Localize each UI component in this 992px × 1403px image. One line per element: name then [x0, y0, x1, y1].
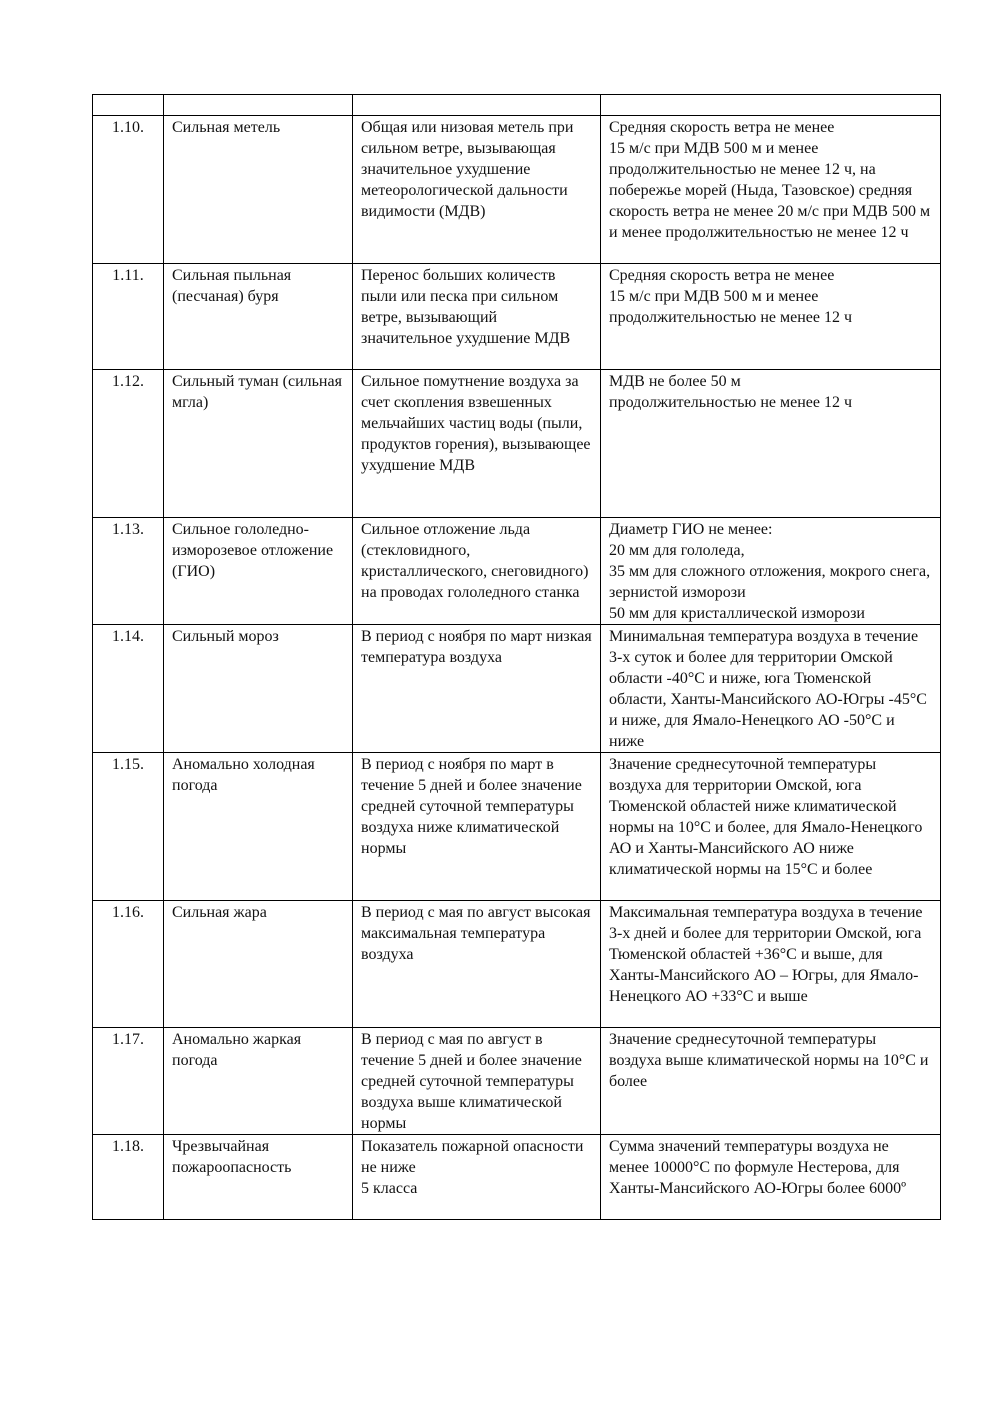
phenomenon-description: В период с мая по август в течение 5 дней и более значение средней суточной температуры воздуха выше климатической нормы	[353, 1028, 601, 1135]
phenomenon-criteria: Минимальная температура воздуха в течение 3-х суток и более для территории Омской области -40°С и ниже, юга Тюменской области, Ханты-Мансийского АО-Югры -45°С и ниже, для Ямало-Ненецкого АО -50°С и ниже	[601, 625, 941, 753]
table-row	[93, 1028, 941, 1135]
phenomenon-criteria: МДВ не более 50 м продолжительностью не менее 12 ч	[601, 370, 941, 518]
row-number: 1.11.	[93, 264, 164, 370]
phenomenon-description: Сильное отложение льда (стекловидного, кристаллического, снеговидного) на проводах гололедного станка	[353, 518, 601, 625]
phenomenon-name: Аномально жаркая погода	[164, 1028, 353, 1135]
table-cell	[93, 95, 164, 116]
phenomenon-description: В период с ноября по март низкая температура воздуха	[353, 625, 601, 753]
table-cell	[164, 95, 353, 116]
row-number: 1.13.	[93, 518, 164, 625]
table-row	[93, 116, 941, 264]
phenomenon-description: Сильное помутнение воздуха за счет скопления взвешенных мельчайших частиц воды (пыли, продуктов горения), вызывающее ухудшение МДВ	[353, 370, 601, 518]
table-row	[93, 264, 941, 370]
table-header-blank-row	[93, 95, 941, 116]
phenomenon-name: Сильная пыльная (песчаная) буря	[164, 264, 353, 370]
phenomenon-name: Чрезвычайная пожароопасность	[164, 1135, 353, 1220]
row-number: 1.17.	[93, 1028, 164, 1135]
table-row	[93, 370, 941, 518]
row-number: 1.12.	[93, 370, 164, 518]
phenomenon-name: Аномально холодная погода	[164, 753, 353, 901]
phenomenon-criteria: Диаметр ГИО не менее: 20 мм для гололеда, 35 мм для сложного отложения, мокрого снега, зернистой изморози 50 мм для кристаллической изморози	[601, 518, 941, 625]
phenomenon-name: Сильная жара	[164, 901, 353, 1028]
phenomenon-criteria: Значение среднесуточной температуры воздуха для территории Омской, юга Тюменской областей ниже климатической нормы на 10°С и более, для Ямало-Ненецкого АО и Ханты-Мансийского АО ниже климатической нормы на 15°С и более	[601, 753, 941, 901]
row-number: 1.10.	[93, 116, 164, 264]
phenomenon-criteria: Сумма значений температуры воздуха не менее 10000°С по формуле Нестерова, для Ханты-Мансийского АО-Югры более 6000º	[601, 1135, 941, 1220]
table-row	[93, 625, 941, 753]
phenomenon-description: Перенос больших количеств пыли или песка при сильном ветре, вызывающий значительное ухудшение МДВ	[353, 264, 601, 370]
row-number: 1.18.	[93, 1135, 164, 1220]
phenomenon-name: Сильное гололедно-изморозевое отложение (ГИО)	[164, 518, 353, 625]
phenomenon-description: В период с мая по август высокая максимальная температура воздуха	[353, 901, 601, 1028]
phenomenon-name: Сильный мороз	[164, 625, 353, 753]
table-row	[93, 753, 941, 901]
table-cell	[601, 95, 941, 116]
phenomenon-description: В период с ноября по март в течение 5 дней и более значение средней суточной температуры воздуха ниже климатической нормы	[353, 753, 601, 901]
phenomenon-name: Сильный туман (сильная мгла)	[164, 370, 353, 518]
table-row	[93, 518, 941, 625]
phenomenon-criteria: Средняя скорость ветра не менее 15 м/с при МДВ 500 м и менее продолжительностью не менее 12 ч	[601, 264, 941, 370]
phenomenon-description: Общая или низовая метель при сильном ветре, вызывающая значительное ухудшение метеорологической дальности видимости (МДВ)	[353, 116, 601, 264]
phenomenon-criteria: Средняя скорость ветра не менее 15 м/с при МДВ 500 м и менее продолжительностью не менее 12 ч, на побережье морей (Ныда, Тазовское) средняя скорость ветра не менее 20 м/с при МДВ 500 м и менее продолжительностью не менее 12 ч	[601, 116, 941, 264]
phenomenon-criteria: Максимальная температура воздуха в течение 3-х дней и более для территории Омской, юга Тюменской областей +36°С и выше, для Ханты-Мансийского АО – Югры, для Ямало-Ненецкого АО +33°С и выше	[601, 901, 941, 1028]
phenomenon-criteria: Значение среднесуточной температуры воздуха выше климатической нормы на 10°С и более	[601, 1028, 941, 1135]
phenomenon-description: Показатель пожарной опасности не ниже 5 класса	[353, 1135, 601, 1220]
hazard-criteria-table	[92, 94, 941, 1220]
row-number: 1.16.	[93, 901, 164, 1028]
table-row	[93, 1135, 941, 1220]
table-row	[93, 901, 941, 1028]
table-cell	[353, 95, 601, 116]
phenomenon-name: Сильная метель	[164, 116, 353, 264]
row-number: 1.15.	[93, 753, 164, 901]
row-number: 1.14.	[93, 625, 164, 753]
